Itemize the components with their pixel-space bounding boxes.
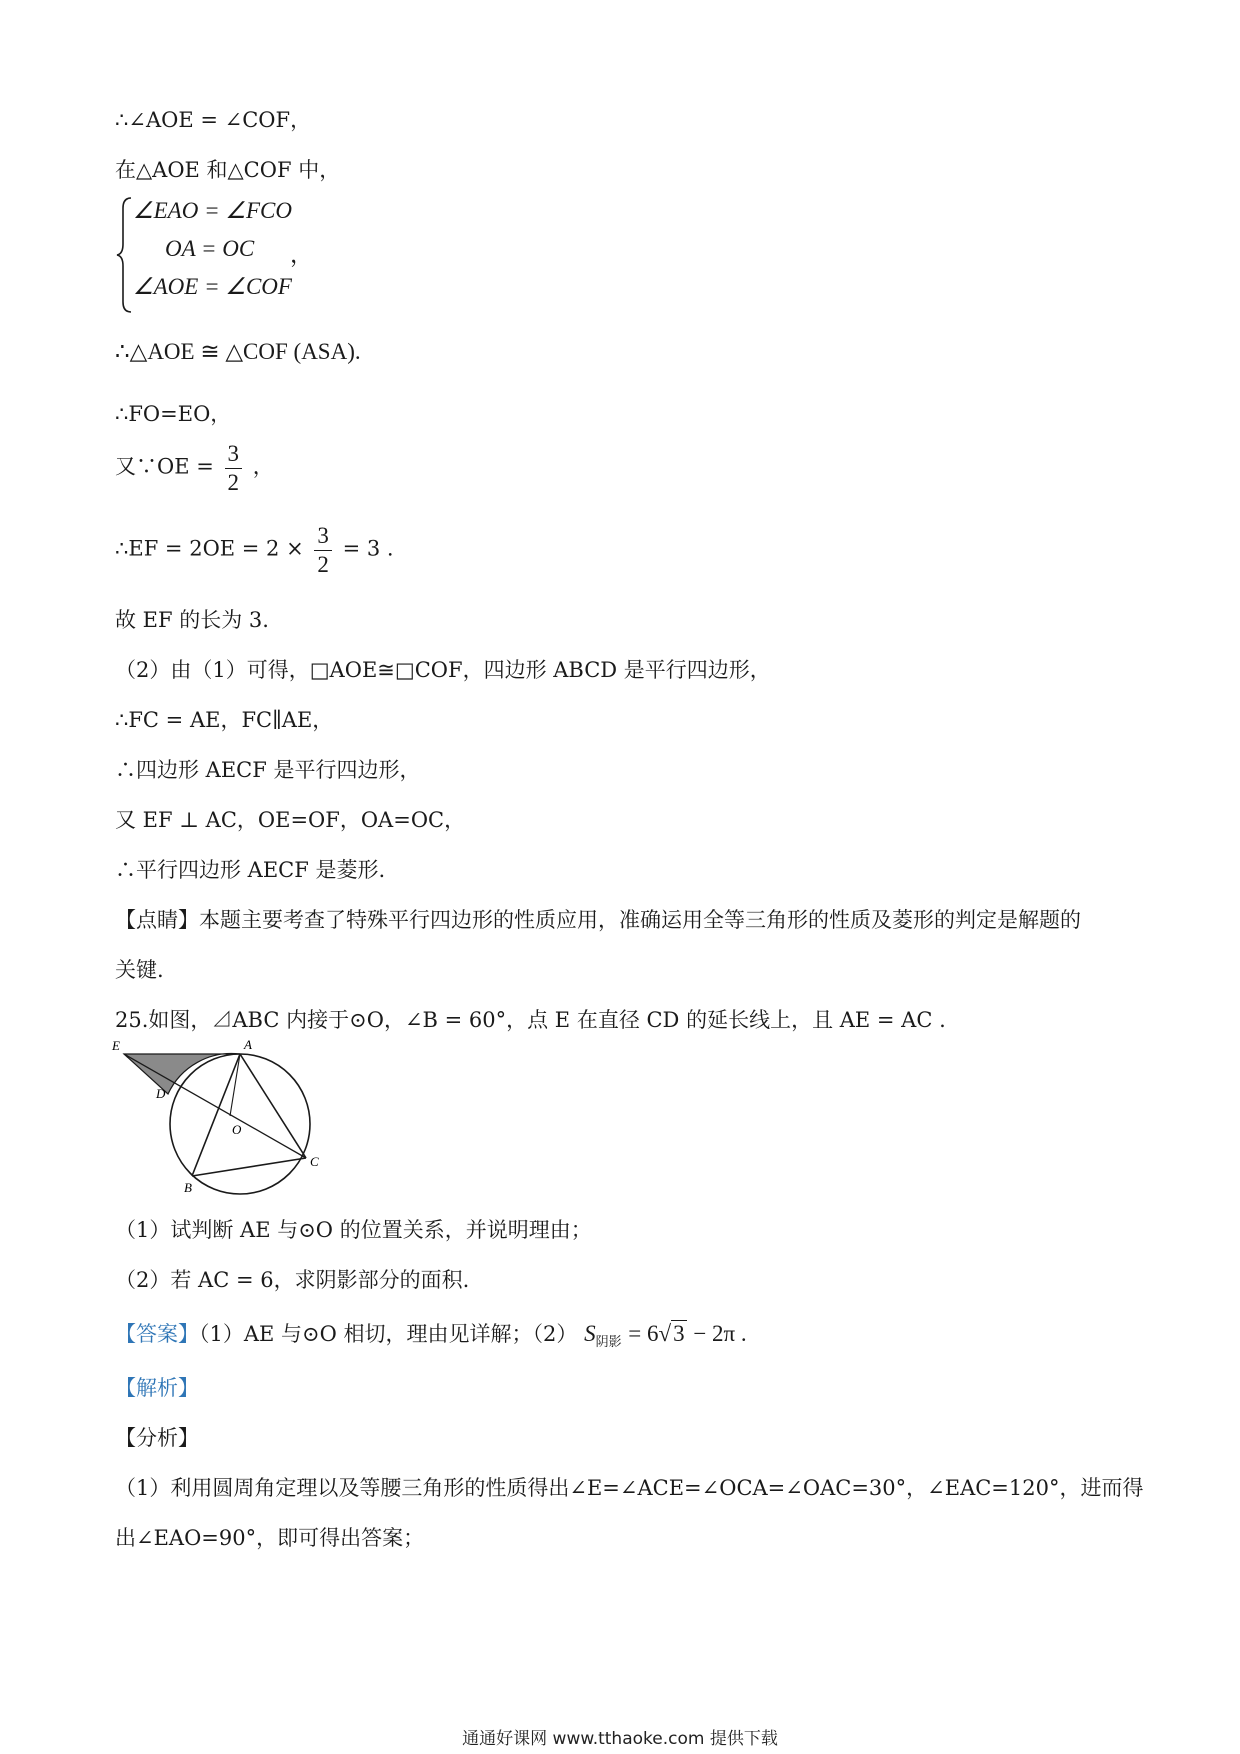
fraction-three-halves-2 <box>314 522 332 578</box>
question-25-part1: （1）试判断 AE 与⊙O 的位置关系，并说明理由； <box>115 1218 592 1242</box>
fenxi-line-2: 出∠EAO=90°，即可得出答案； <box>115 1526 425 1550</box>
answer-expr-a: = 6 <box>628 1321 659 1346</box>
label-b: B <box>184 1180 192 1195</box>
label-e: E <box>112 1038 120 1053</box>
shaded-region <box>124 1053 240 1094</box>
proof-line-perpendicular: 又 EF ⊥ AC，OE=OF，OA=OC， <box>115 808 466 832</box>
proof-line-parallelogram: ∴四边形 AECF 是平行四边形， <box>115 758 421 782</box>
fraction-three-halves <box>225 440 243 496</box>
oe-prefix: 又∵OE = <box>115 454 214 479</box>
condition-row-1: ∠EAO = ∠FCO <box>133 198 292 223</box>
fraction-denominator: 2 <box>225 468 243 497</box>
left-brace-icon <box>115 196 135 314</box>
answer-sqrt-arg: 3 <box>673 1321 685 1346</box>
ef-prefix: ∴EF = 2OE = 2 × <box>115 536 304 561</box>
analysis-heading: 【解析】 <box>115 1376 199 1400</box>
answer-body: （1）AE 与⊙O 相切，理由见详解；（2） <box>199 1322 578 1346</box>
condition-row-2: OA = OC <box>165 236 255 261</box>
sqrt-sign-icon: √ <box>658 1321 672 1346</box>
question-25-part2: （2）若 AC = 6，求阴影部分的面积. <box>115 1268 470 1292</box>
proof-line-rhombus: ∴平行四边形 AECF 是菱形. <box>115 858 386 882</box>
ef-suffix: = 3 . <box>342 536 394 561</box>
fenxi-line-1: （1）利用圆周角定理以及等腰三角形的性质得出∠E=∠ACE=∠OCA=∠OAC=30°，∠EAC=120°，进而得 <box>115 1476 1144 1500</box>
label-o: O <box>232 1122 242 1137</box>
proof-line-fo-eo: ∴FO=EO， <box>115 402 232 426</box>
fraction-numerator: 3 <box>317 523 329 548</box>
label-a: A <box>244 1037 252 1052</box>
segment-ao <box>230 1054 240 1116</box>
answer-s-symbol: S <box>584 1321 596 1346</box>
page-footer: 通通好课网 www.tthaoke.com 提供下载 <box>462 1729 778 1749</box>
answer-tag: 【答案】 <box>115 1322 199 1346</box>
label-d: D <box>156 1086 166 1101</box>
answer-expr-b: − 2π . <box>693 1321 747 1346</box>
condition-row-3: ∠AOE = ∠COF <box>133 274 292 299</box>
answer-subscript: 阴影 <box>595 1335 622 1351</box>
answer-line <box>115 1320 747 1351</box>
fraction-denominator: 2 <box>314 550 332 579</box>
fraction-numerator: 3 <box>227 441 240 466</box>
proof-line-fc-ae: ∴FC = AE，FC∥AE， <box>115 708 334 732</box>
proof-line-in-triangles: 在△AOE 和△COF 中， <box>115 158 341 182</box>
proof-line-ef-conclusion: 故 EF 的长为 3. <box>115 608 269 632</box>
proof-line-part2-start: （2）由（1）可得，□AOE≅□COF，四边形 ABCD 是平行四边形， <box>115 658 771 682</box>
proof-line-ef-value <box>115 522 394 578</box>
fenxi-heading: 【分析】 <box>115 1426 199 1450</box>
condition-row-2-comma: ， <box>290 242 313 267</box>
oe-suffix: ， <box>252 454 274 479</box>
label-c: C <box>310 1154 319 1169</box>
proof-line-congruent: ∴△AOE ≅ △COF (ASA). <box>115 339 361 364</box>
question-25-stem: 25.如图，⊿ABC 内接于⊙O，∠B = 60°，点 E 在直径 CD 的延长线上，且 AE = AC . <box>115 1008 946 1032</box>
circle-geometry-figure <box>110 1036 340 1196</box>
comment-line-2: 关键. <box>115 958 164 982</box>
segment-ac <box>240 1054 306 1158</box>
line-ec <box>124 1054 306 1158</box>
proof-line-oe-value <box>115 440 274 496</box>
proof-line-angle-equal: ∴∠AOE = ∠COF， <box>115 108 312 132</box>
segment-ab <box>192 1054 240 1176</box>
comment-line-1: 【点睛】本题主要考查了特殊平行四边形的性质应用，准确运用全等三角形的性质及菱形的判定是解题的 <box>115 908 1081 932</box>
